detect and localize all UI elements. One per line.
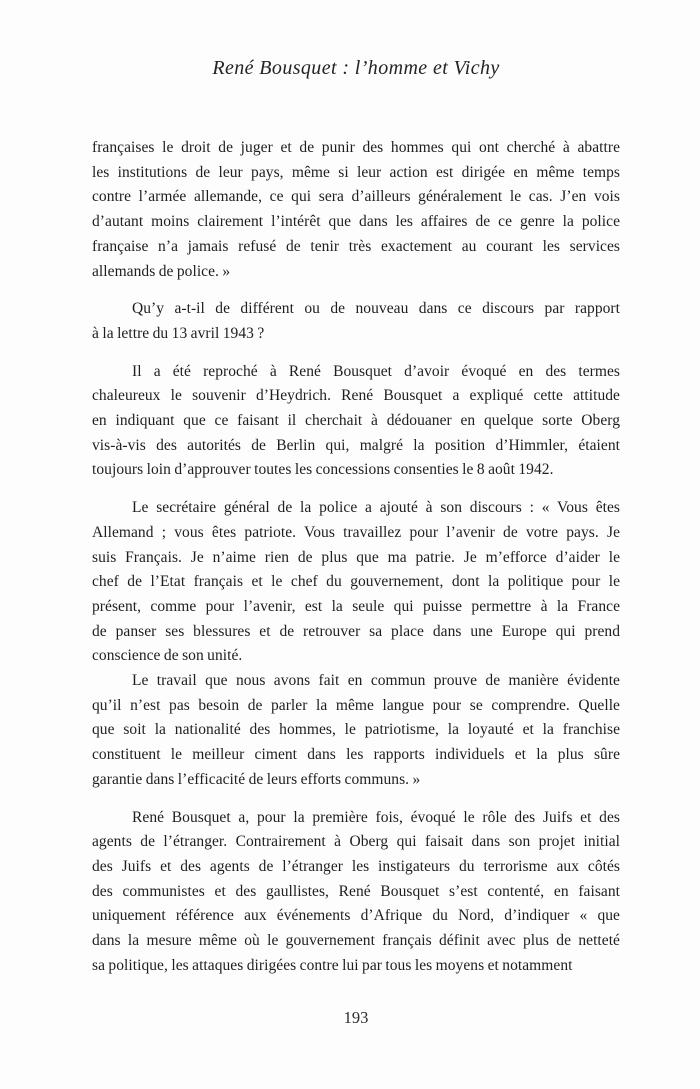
text-line: Qu’y a-t-il de différent ou de nouveau dans ce discours par rapport (132, 300, 620, 318)
text-line: sa politique, les attaques dirigées contre lui par tous les moyens et notamment (92, 956, 573, 974)
text-line: présent, comme pour l’avenir, est la seule qui puisse permettre à la France (92, 597, 620, 615)
text-line: française n’a jamais refusé de tenir très exactement au courant les services (92, 237, 620, 255)
text-line: de panser ses blessures et de retrouver sa place dans une Europe qui prend (92, 622, 620, 640)
text-line: vis-à-vis des autorités de Berlin qui, malgré la position d’Himmler, étaient (92, 436, 620, 454)
text-line: d’autant moins clairement l’intérêt que dans les affaires de ce genre la police (92, 213, 620, 231)
body-text-container (92, 136, 620, 979)
text-line: en indiquant que ce faisant il cherchait à dédouaner en quelque sorte Oberg (92, 412, 620, 430)
text-line: Allemand ; vous êtes patriote. Vous travaillez pour l’avenir de votre pays. Je (92, 523, 620, 541)
paragraph (92, 136, 620, 284)
running-header: René Bousquet : l’homme et Vichy (212, 57, 500, 79)
text-line: qu’il n’est pas besoin de parler la même langue pour se comprendre. Quelle (92, 696, 620, 714)
text-line: à la lettre du 13 avril 1943 ? (92, 324, 265, 342)
paragraph (92, 496, 620, 669)
paragraph (92, 360, 620, 484)
text-line: dans la mesure même où le gouvernement français définit avec plus de netteté (92, 932, 620, 950)
text-line: René Bousquet a, pour la première fois, évoqué le rôle des Juifs et des (132, 808, 620, 826)
text-line: toujours loin d’approuver toutes les concessions consenties le 8 août 1942. (92, 461, 554, 479)
text-line: des Juifs et des agents de l’étranger les instigateurs du terrorisme aux côtés (92, 857, 620, 875)
text-line: chef de l’Etat français et le chef du gouvernement, dont la politique pour le (92, 573, 620, 591)
text-line: suis Français. Je n’aime rien de plus que ma patrie. Je m’efforce d’aider le (92, 548, 620, 566)
text-line: que soit la nationalité des hommes, le patriotisme, la loyauté et la franchise (92, 721, 620, 739)
text-line: des communistes et des gaullistes, René Bousquet s’est contenté, en faisant (92, 882, 620, 900)
text-line: contre l’armée allemande, ce qui sera d’ailleurs généralement le cas. J’en vois (92, 188, 620, 206)
text-line: uniquement référence aux événements d’Afrique du Nord, d’indiquer « que (92, 907, 620, 925)
text-line: Il a été reproché à René Bousquet d’avoir évoqué en des termes (132, 362, 620, 380)
text-line: allemands de police. » (92, 262, 231, 280)
text-line: agents de l’étranger. Contrairement à Oberg qui faisait dans son projet initial (92, 833, 620, 851)
text-line: chaleureux le souvenir d’Heydrich. René Bousquet a expliqué cette attitude (92, 387, 620, 405)
text-line: constituent le meilleur ciment dans les rapports individuels et la plus sûre (92, 746, 620, 764)
paragraph (92, 669, 620, 793)
page-number: 193 (343, 1008, 369, 1027)
text-line: les institutions de leur pays, même si leur action est dirigée en même temps (92, 163, 620, 181)
paragraph (92, 806, 620, 979)
text-line: garantie dans l’efficacité de leurs efforts communs. » (92, 770, 421, 788)
text-line: Le travail que nous avons fait en commun prouve de manière évidente (132, 672, 620, 690)
text-line: conscience de son unité. (92, 647, 243, 665)
text-line: Le secrétaire général de la police a ajouté à son discours : « Vous êtes (132, 499, 620, 517)
text-line: françaises le droit de juger et de punir des hommes qui ont cherché à abattre (92, 139, 620, 156)
paragraph (92, 297, 620, 346)
